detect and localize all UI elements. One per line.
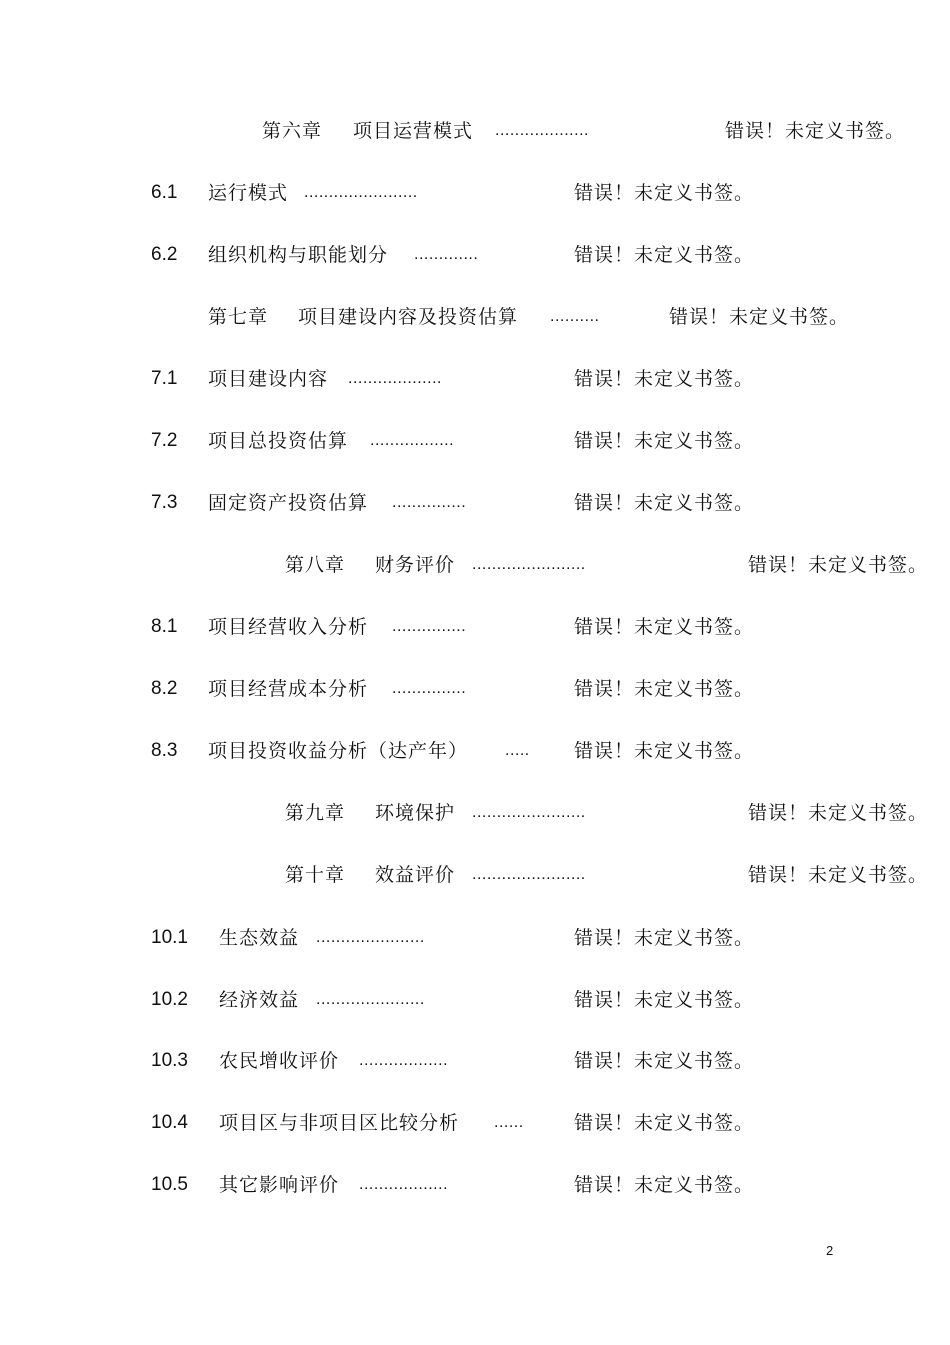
section-number: 10.3: [151, 1050, 188, 1071]
toc-entry-10-1[interactable]: [0, 923, 950, 953]
toc-entry-10-5[interactable]: [0, 1170, 950, 1200]
section-number: 6.1: [151, 182, 178, 203]
leader-dots: ..................: [359, 1052, 449, 1069]
page-ref-error: 错误！未定义书签。: [669, 306, 850, 328]
toc-entry-6-2[interactable]: [0, 240, 950, 270]
chapter-label: 第六章: [262, 120, 323, 142]
leader-dots: .......................: [472, 556, 586, 573]
section-title: 项目经营收入分析: [208, 616, 369, 638]
leader-dots: .......................: [472, 866, 586, 883]
toc-chapter-9[interactable]: [0, 798, 950, 828]
section-title: 项目总投资估算: [208, 430, 349, 452]
section-title: 项目建设内容: [208, 368, 329, 390]
leader-dots: ..................: [359, 1176, 449, 1193]
toc-chapter-6[interactable]: [0, 116, 950, 146]
leader-dots: ..........: [550, 308, 600, 325]
section-title: 项目经营成本分析: [208, 678, 369, 700]
page-ref-error: 错误！未定义书签。: [748, 554, 929, 576]
page-ref-error: 错误！未定义书签。: [748, 864, 929, 886]
chapter-title: 效益评价: [375, 864, 456, 886]
leader-dots: .....: [505, 742, 530, 759]
chapter-label: 第七章: [208, 306, 269, 328]
toc-entry-10-2[interactable]: [0, 985, 950, 1015]
section-title: 项目投资收益分析（达产年）: [208, 740, 469, 762]
section-title: 固定资产投资估算: [208, 492, 369, 514]
toc-entry-7-1[interactable]: [0, 364, 950, 394]
chapter-label: 第十章: [285, 864, 346, 886]
toc-entry-7-2[interactable]: [0, 426, 950, 456]
toc-entry-7-3[interactable]: [0, 488, 950, 518]
section-number: 10.4: [151, 1112, 188, 1133]
section-number: 6.2: [151, 244, 178, 265]
page-ref-error: 错误！未定义书签。: [574, 492, 755, 514]
page-ref-error: 错误！未定义书签。: [574, 368, 755, 390]
toc-entry-8-3[interactable]: [0, 736, 950, 766]
section-number: 7.3: [151, 492, 178, 513]
leader-dots: .................: [370, 432, 455, 449]
chapter-label: 第八章: [285, 554, 346, 576]
chapter-label: 第九章: [285, 802, 346, 824]
chapter-title: 项目运营模式: [353, 120, 474, 142]
toc-entry-6-1[interactable]: [0, 178, 950, 208]
section-number: 10.5: [151, 1174, 188, 1195]
leader-dots: ...............: [392, 680, 467, 697]
section-title: 其它影响评价: [219, 1174, 340, 1196]
page-ref-error: 错误！未定义书签。: [574, 1174, 755, 1196]
leader-dots: ...............: [392, 494, 467, 511]
page-ref-error: 错误！未定义书签。: [574, 740, 755, 762]
chapter-title: 环境保护: [375, 802, 456, 824]
section-number: 7.2: [151, 430, 178, 451]
section-number: 7.1: [151, 368, 178, 389]
toc-chapter-8[interactable]: [0, 550, 950, 580]
leader-dots: .......................: [472, 804, 586, 821]
page-ref-error: 错误！未定义书签。: [574, 927, 755, 949]
section-title: 经济效益: [219, 989, 300, 1011]
page-number: 2: [826, 1243, 834, 1258]
page-ref-error: 错误！未定义书签。: [574, 1050, 755, 1072]
toc-entry-8-2[interactable]: [0, 674, 950, 704]
chapter-title: 财务评价: [375, 554, 456, 576]
toc-entry-10-4[interactable]: [0, 1108, 950, 1138]
leader-dots: ......................: [316, 929, 425, 946]
section-number: 10.1: [151, 927, 188, 948]
leader-dots: .............: [414, 246, 479, 263]
section-title: 组织机构与职能划分: [208, 244, 389, 266]
leader-dots: ...................: [348, 370, 442, 387]
section-number: 8.1: [151, 616, 178, 637]
section-title: 农民增收评价: [219, 1050, 340, 1072]
section-number: 10.2: [151, 989, 188, 1010]
section-title: 项目区与非项目区比较分析: [219, 1112, 460, 1134]
section-number: 8.3: [151, 740, 178, 761]
leader-dots: ...................: [495, 122, 589, 139]
page-ref-error: 错误！未定义书签。: [574, 678, 755, 700]
toc-chapter-10[interactable]: [0, 860, 950, 890]
leader-dots: .......................: [304, 184, 418, 201]
page-ref-error: 错误！未定义书签。: [574, 1112, 755, 1134]
toc-entry-8-1[interactable]: [0, 612, 950, 642]
section-title: 生态效益: [219, 927, 300, 949]
leader-dots: ......................: [316, 991, 425, 1008]
page-ref-error: 错误！未定义书签。: [725, 120, 906, 142]
page-ref-error: 错误！未定义书签。: [574, 616, 755, 638]
page-ref-error: 错误！未定义书签。: [574, 989, 755, 1011]
page-ref-error: 错误！未定义书签。: [574, 430, 755, 452]
chapter-title: 项目建设内容及投资估算: [298, 306, 519, 328]
toc-entry-10-3[interactable]: [0, 1046, 950, 1076]
leader-dots: ...............: [392, 618, 467, 635]
section-title: 运行模式: [208, 182, 289, 204]
leader-dots: ......: [494, 1114, 524, 1131]
page-ref-error: 错误！未定义书签。: [748, 802, 929, 824]
page-ref-error: 错误！未定义书签。: [574, 244, 755, 266]
section-number: 8.2: [151, 678, 178, 699]
page-ref-error: 错误！未定义书签。: [574, 182, 755, 204]
toc-chapter-7[interactable]: [0, 302, 950, 332]
